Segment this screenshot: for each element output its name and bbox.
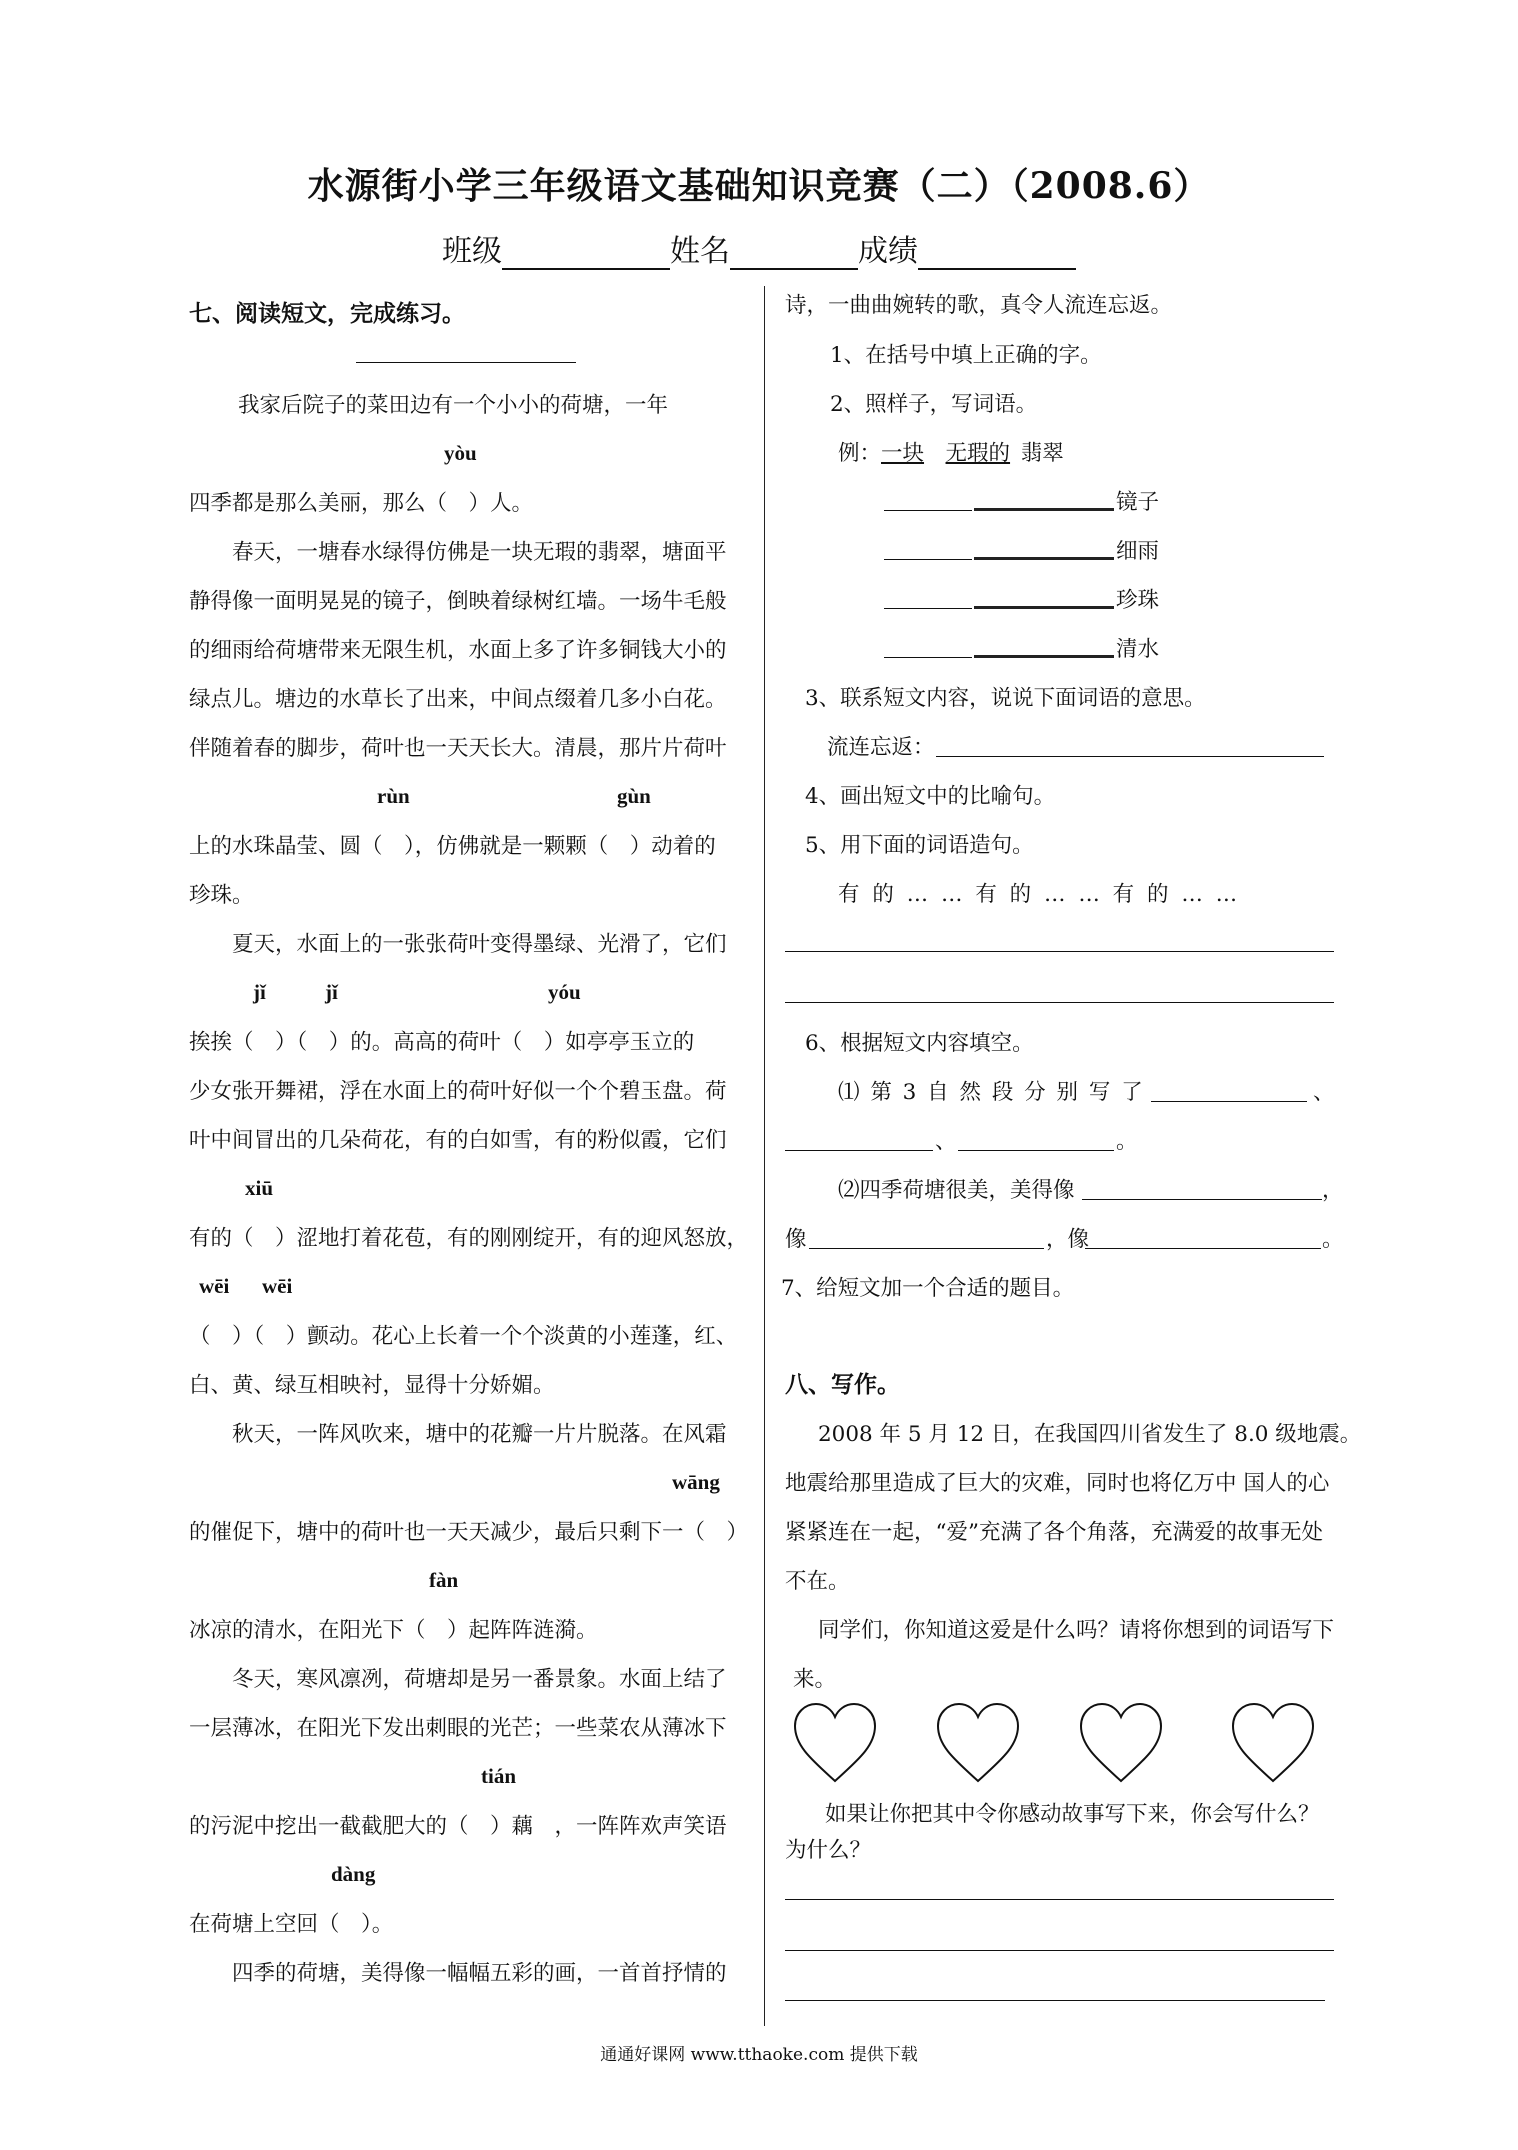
passage-line: 挨挨（ ）（ ）的。高高的荷叶（ ）如亭亭玉立的: [189, 1030, 695, 1055]
pinyin: dàng: [331, 1862, 376, 1886]
page-title: 水源街小学三年级语文基础知识竞赛（二）（2008.6）: [307, 165, 1211, 207]
word-blank-2a[interactable]: [884, 559, 972, 560]
pinyin: gùn: [617, 784, 651, 808]
q6-2-comma: ，: [1322, 1178, 1344, 1203]
q6-1-blank-3[interactable]: [958, 1150, 1114, 1151]
passage-line: 的催促下，塘中的荷叶也一天天减少，最后只剩下一（ ）: [189, 1520, 749, 1545]
word-item: 珍珠: [1116, 588, 1160, 613]
question-5: 5、用下面的词语造句。: [805, 833, 1034, 858]
writing-blank-2[interactable]: [785, 1950, 1334, 1951]
passage-title-blank[interactable]: [356, 362, 576, 363]
name-blank[interactable]: [730, 238, 858, 270]
word-blank-2b[interactable]: [974, 557, 1114, 560]
question-3: 3、联系短文内容，说说下面词语的意思。: [805, 686, 1206, 711]
example-row: [838, 439, 1064, 469]
score-blank[interactable]: [918, 238, 1076, 270]
writing-line: 同学们，你知道这爱是什么吗？请将你想到的词语写下: [818, 1618, 1335, 1643]
word-item: 镜子: [1116, 490, 1160, 515]
word-item: 清水: [1116, 637, 1160, 662]
pinyin: rùn: [377, 784, 410, 808]
pinyin: yòu: [444, 441, 477, 465]
q6-2-blank-3[interactable]: [1085, 1248, 1321, 1249]
pinyin: wēi: [199, 1274, 230, 1298]
example-word-c: 翡翠: [1020, 441, 1064, 466]
passage-line: 少女张开舞裙，浮在水面上的荷叶好似一个个碧玉盘。荷: [189, 1079, 727, 1104]
heart-icon[interactable]: [792, 1702, 878, 1784]
writing-line: 紧紧连在一起，“爱”充满了各个角落，充满爱的故事无处: [785, 1520, 1323, 1545]
sentence-blank-1[interactable]: [785, 951, 1334, 952]
writing-line: 地震给那里造成了巨大的灾难，同时也将亿万中 国人的心: [785, 1471, 1330, 1496]
passage-line: 冰凉的清水，在阳光下（ ）起阵阵涟漪。: [189, 1618, 598, 1643]
writing-line: 来。: [793, 1667, 837, 1692]
word-blank-4a[interactable]: [884, 657, 972, 658]
sentence-blank-2[interactable]: [785, 1002, 1334, 1003]
passage-line: 叶中间冒出的几朵荷花，有的白如雪，有的粉似霞，它们: [189, 1128, 727, 1153]
pinyin: yóu: [548, 980, 581, 1004]
footer-credit: 通通好课网 www.tthaoke.com 提供下载: [600, 2045, 918, 2065]
q6-1-blank-2[interactable]: [785, 1150, 933, 1151]
sentence-words: 有 的 … … 有 的 … … 有 的 … …: [838, 882, 1241, 907]
question-6-1: ⑴ 第 3 自 然 段 分 别 写 了: [838, 1080, 1145, 1105]
passage-line: 冬天，寒风凛冽，荷塘却是另一番景象。水面上结了: [232, 1667, 727, 1692]
class-blank[interactable]: [502, 238, 670, 270]
question-7: 7、给短文加一个合适的题目。: [781, 1276, 1075, 1301]
passage-line: （ ）（ ）颤动。花心上长着一个个淡黄的小莲蓬，红、: [189, 1324, 738, 1349]
q6-2-blank-1[interactable]: [1082, 1199, 1322, 1200]
passage-line: 伴随着春的脚步，荷叶也一天天长大。清晨，那片片荷叶: [189, 736, 727, 761]
passage-line: 绿点儿。塘边的水草长了出来，中间点缀着几多小白花。: [189, 687, 727, 712]
word-blank-1a[interactable]: [884, 510, 972, 511]
q6-2-blank-2[interactable]: [809, 1248, 1044, 1249]
word-blank-4b[interactable]: [974, 655, 1114, 658]
question-1: 1、在括号中填上正确的字。: [830, 343, 1102, 368]
word-blank-3a[interactable]: [884, 608, 972, 609]
q6-1-end: 。: [1116, 1129, 1138, 1154]
heart-icon[interactable]: [1078, 1702, 1164, 1784]
passage-line: 有的（ ）涩地打着花苞，有的刚刚绽开，有的迎风怒放，: [189, 1226, 749, 1251]
score-label: 成绩: [858, 234, 918, 269]
question-6: 6、根据短文内容填空。: [805, 1031, 1034, 1056]
q6-2-end: 。: [1322, 1227, 1344, 1252]
passage-line: 夏天，水面上的一张张荷叶变得墨绿、光滑了，它们: [232, 932, 727, 957]
passage-line: 春天，一塘春水绿得仿佛是一块无瑕的翡翠，塘面平: [232, 540, 727, 565]
student-info-line: [0, 226, 1518, 270]
passage-line: 在荷塘上空回（ ）。: [189, 1912, 394, 1937]
example-word-a: 一块: [881, 441, 925, 466]
q6-2-like2: ，像: [1046, 1227, 1090, 1252]
heart-icon[interactable]: [1230, 1702, 1316, 1784]
section-7-title: 七、阅读短文，完成练习。: [189, 300, 465, 327]
passage-line: 的细雨给荷塘带来无限生机，水面上多了许多铜钱大小的: [189, 638, 727, 663]
passage-line: 四季的荷塘，美得像一幅幅五彩的画，一首首抒情的: [232, 1961, 727, 1986]
writing-question: 为什么？: [785, 1838, 872, 1863]
passage-line: 静得像一面明晃晃的镜子，倒映着绿树红墙。一场牛毛般: [189, 589, 727, 614]
name-label: 姓名: [670, 234, 730, 269]
passage-line: 上的水珠晶莹、圆（ ），仿佛就是一颗颗（ ）动着的: [189, 834, 716, 859]
pinyin: xiū: [245, 1176, 274, 1200]
example-label: 例：: [838, 441, 882, 466]
passage-line: 秋天，一阵风吹来，塘中的花瓣一片片脱落。在风霜: [232, 1422, 727, 1447]
passage-continuation: 诗，一曲曲婉转的歌，真令人流连忘返。: [785, 293, 1173, 318]
class-label: 班级: [442, 234, 502, 269]
q6-1-blank-1[interactable]: [1151, 1101, 1307, 1102]
pinyin: jǐ: [253, 980, 266, 1004]
writing-question: 如果让你把其中令你感动故事写下来，你会写什么？: [825, 1802, 1320, 1827]
q6-1-separator: 、: [1313, 1080, 1335, 1105]
writing-blank-3[interactable]: [785, 2000, 1325, 2001]
question-6-2: ⑵四季荷塘很美，美得像: [838, 1178, 1075, 1203]
pinyin: wēi: [262, 1274, 293, 1298]
word-item: 细雨: [1116, 539, 1160, 564]
writing-line: 不在。: [785, 1569, 850, 1594]
section-8-title: 八、写作。: [785, 1371, 900, 1398]
question-2: 2、照样子，写词语。: [830, 392, 1038, 417]
pinyin: fàn: [429, 1568, 459, 1592]
pinyin: wāng: [672, 1470, 720, 1494]
example-word-b: 无瑕的: [945, 441, 1011, 466]
passage-line: 珍珠。: [189, 883, 254, 908]
term-meaning-blank[interactable]: [936, 756, 1324, 757]
heart-icon[interactable]: [935, 1702, 1021, 1784]
writing-blank-1[interactable]: [785, 1899, 1334, 1900]
word-blank-3b[interactable]: [974, 606, 1114, 609]
term-label: 流连忘返：: [827, 735, 935, 760]
question-4: 4、画出短文中的比喻句。: [805, 784, 1056, 809]
pinyin: tián: [481, 1764, 517, 1788]
passage-line: 一层薄冰，在阳光下发出刺眼的光芒；一些菜农从薄冰下: [189, 1716, 727, 1741]
writing-line: 2008 年 5 月 12 日，在我国四川省发生了 8.0 级地震。: [818, 1422, 1362, 1447]
word-blank-1b[interactable]: [974, 508, 1114, 511]
passage-line: 四季都是那么美丽，那么（ ）人。: [189, 491, 534, 516]
passage-line: 白、黄、绿互相映衬，显得十分娇媚。: [189, 1373, 555, 1398]
q6-1-separator: 、: [935, 1129, 957, 1154]
passage-line: 的污泥中挖出一截截肥大的（ ）藕 ，一阵阵欢声笑语: [189, 1814, 727, 1839]
column-divider: [764, 286, 765, 2026]
passage-line: 我家后院子的菜田边有一个小小的荷塘，一年: [238, 393, 669, 418]
q6-2-like: 像: [785, 1227, 807, 1252]
pinyin: jǐ: [325, 980, 338, 1004]
